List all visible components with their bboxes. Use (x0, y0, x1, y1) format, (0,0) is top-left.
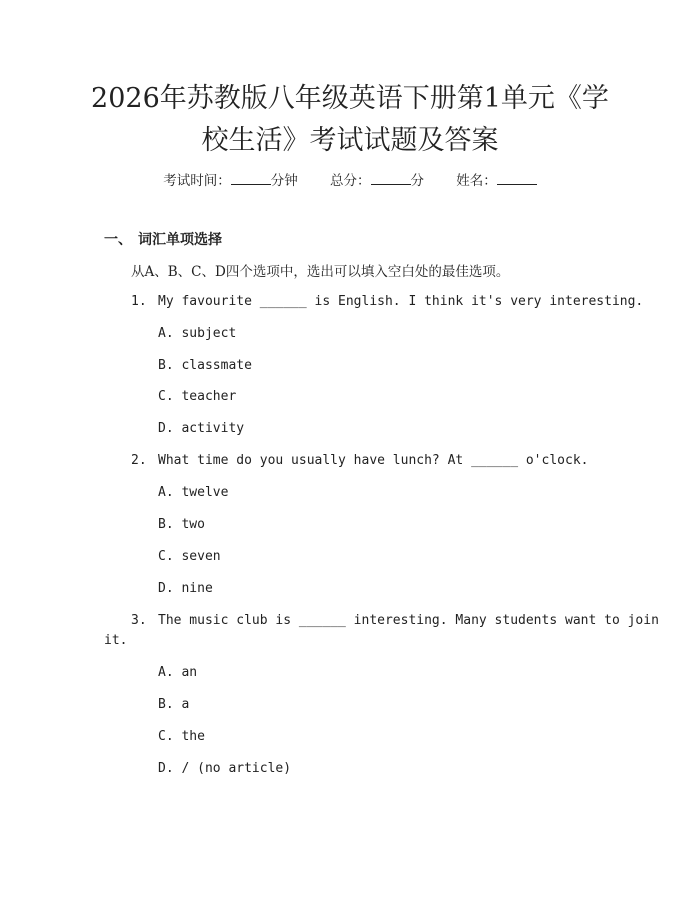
option-b: B. two (158, 517, 205, 532)
option-d: D. activity (158, 421, 245, 436)
exam-time-unit: 分钟 (270, 173, 298, 189)
option-a: A. twelve (158, 485, 229, 500)
section-heading (104, 229, 222, 249)
student-name (456, 173, 537, 189)
option-a: A. subject (158, 326, 237, 341)
student-name-blank (497, 172, 537, 185)
total-score-unit: 分 (410, 173, 424, 189)
question-text: The music club is ______ interesting. Many students want to join (158, 613, 659, 628)
exam-time-blank (231, 172, 271, 185)
option-d: D. nine (158, 581, 213, 596)
question-number: 3. (131, 613, 147, 628)
total-score-blank (371, 172, 411, 185)
section-number: 一、 (104, 232, 132, 248)
title-line-2: 校生活》考试试题及答案 (201, 125, 499, 156)
question-text: My favourite ______ is English. I think it's very interesting. (158, 294, 644, 309)
option-b: B. a (158, 697, 190, 712)
student-name-label: 姓名： (456, 173, 497, 189)
total-score (330, 173, 428, 189)
section-title: 词汇单项选择 (138, 232, 222, 248)
option-c: C. teacher (158, 389, 237, 404)
option-d: D. / (no article) (158, 761, 292, 776)
total-score-label: 总分： (330, 173, 371, 189)
question-number: 2. (131, 453, 147, 468)
exam-time (163, 173, 302, 189)
option-c: C. seven (158, 549, 221, 564)
document-title (0, 78, 700, 162)
exam-time-label: 考试时间： (163, 173, 231, 189)
title-line-1: 2026年苏教版八年级英语下册第1单元《学 (91, 83, 609, 114)
question-text: What time do you usually have lunch? At ______ o'clock. (158, 453, 589, 468)
option-a: A. an (158, 665, 198, 680)
section-instruction: 从A、B、C、D四个选项中，选出可以填入空白处的最佳选项。 (131, 264, 510, 280)
option-b: B. classmate (158, 358, 252, 373)
question-number: 1. (131, 294, 147, 309)
option-c: C. the (158, 729, 205, 744)
question-text-continuation: it. (104, 633, 128, 648)
exam-meta (0, 169, 700, 189)
